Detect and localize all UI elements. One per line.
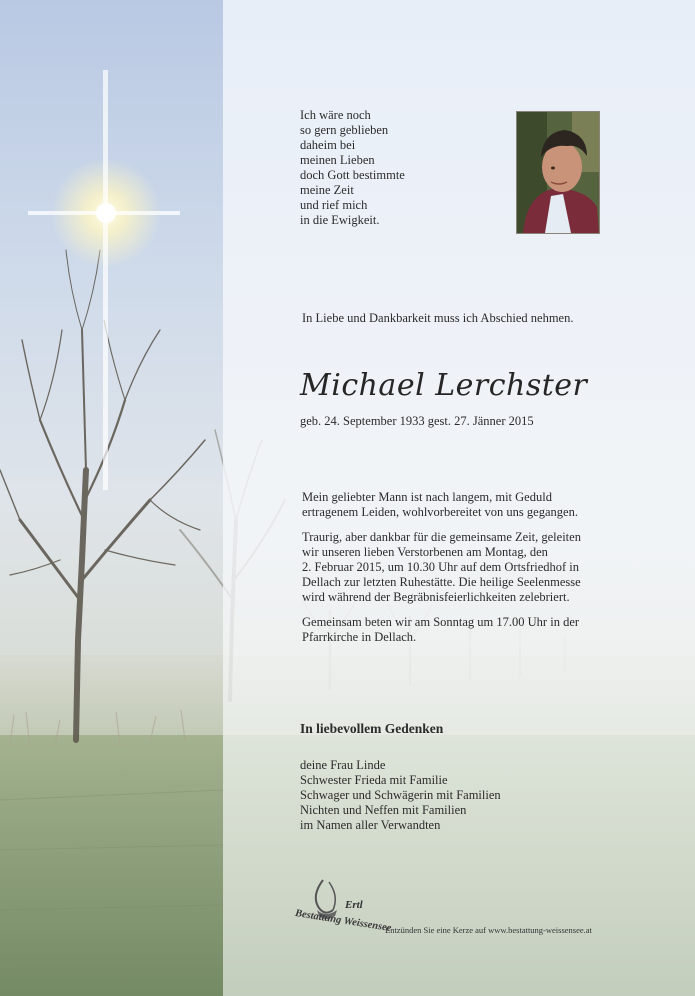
poem-line: doch Gott bestimmte (300, 168, 405, 182)
mourners-list (300, 758, 501, 833)
mourner: im Namen aller Verwandten (300, 818, 441, 832)
poem-line: daheim bei (300, 138, 356, 152)
text-line: wir unseren lieben Verstorbenen am Montag, den (302, 545, 548, 559)
mourner: Schwester Frieda mit Familie (300, 773, 448, 787)
candle-link-text[interactable]: Entzünden Sie eine Kerze auf www.bestattung-weissensee.at (385, 925, 592, 935)
portrait-photo (516, 111, 600, 234)
text-line: ertragenem Leiden, wohlvorbereitet von uns gegangen. (302, 505, 578, 519)
poem-line: so gern geblieben (300, 123, 389, 137)
logo-arc-text: Bestattung Weissensee (294, 908, 393, 935)
mourner: deine Frau Linde (300, 758, 386, 772)
gedenken-heading: In liebevollem Gedenken (300, 721, 444, 736)
poem (300, 108, 500, 228)
text-line: Traurig, aber dankbar für die gemeinsame Zeit, geleiten (302, 530, 581, 544)
poem-line: meine Zeit (300, 183, 354, 197)
text-line: Pfarrkirche in Dellach. (302, 630, 417, 644)
poem-line: in die Ewigkeit. (300, 213, 380, 227)
poem-line: meinen Lieben (300, 153, 375, 167)
paragraph-1 (302, 490, 632, 520)
deceased-name: Michael Lerchster (300, 368, 588, 403)
text-line: 2. Februar 2015, um 10.30 Uhr auf dem Ortsfriedhof in (302, 560, 580, 574)
life-dates: geb. 24. September 1933 gest. 27. Jänner 2015 (300, 414, 534, 428)
logo-small-name: Ertl (345, 899, 363, 911)
text-line: Mein geliebter Mann ist nach langem, mit Geduld (302, 490, 552, 504)
mourner: Nichten und Neffen mit Familien (300, 803, 467, 817)
poem-line: Ich wäre noch (300, 108, 371, 122)
farewell-line: In Liebe und Dankbarkeit muss ich Abschied nehmen. (302, 311, 574, 325)
text-line: Dellach zur letzten Ruhestätte. Die heilige Seelenmesse (302, 575, 581, 589)
text-line: Gemeinsam beten wir am Sonntag um 17.00 Uhr in der (302, 615, 580, 629)
paragraph-2 (302, 530, 632, 605)
poem-line: und rief mich (300, 198, 368, 212)
announcement-text (302, 490, 632, 655)
text-line: wird während der Begräbnisfeierlichkeiten zelebriert. (302, 590, 570, 604)
paragraph-3 (302, 615, 632, 645)
mourner: Schwager und Schwägerin mit Familien (300, 788, 501, 802)
